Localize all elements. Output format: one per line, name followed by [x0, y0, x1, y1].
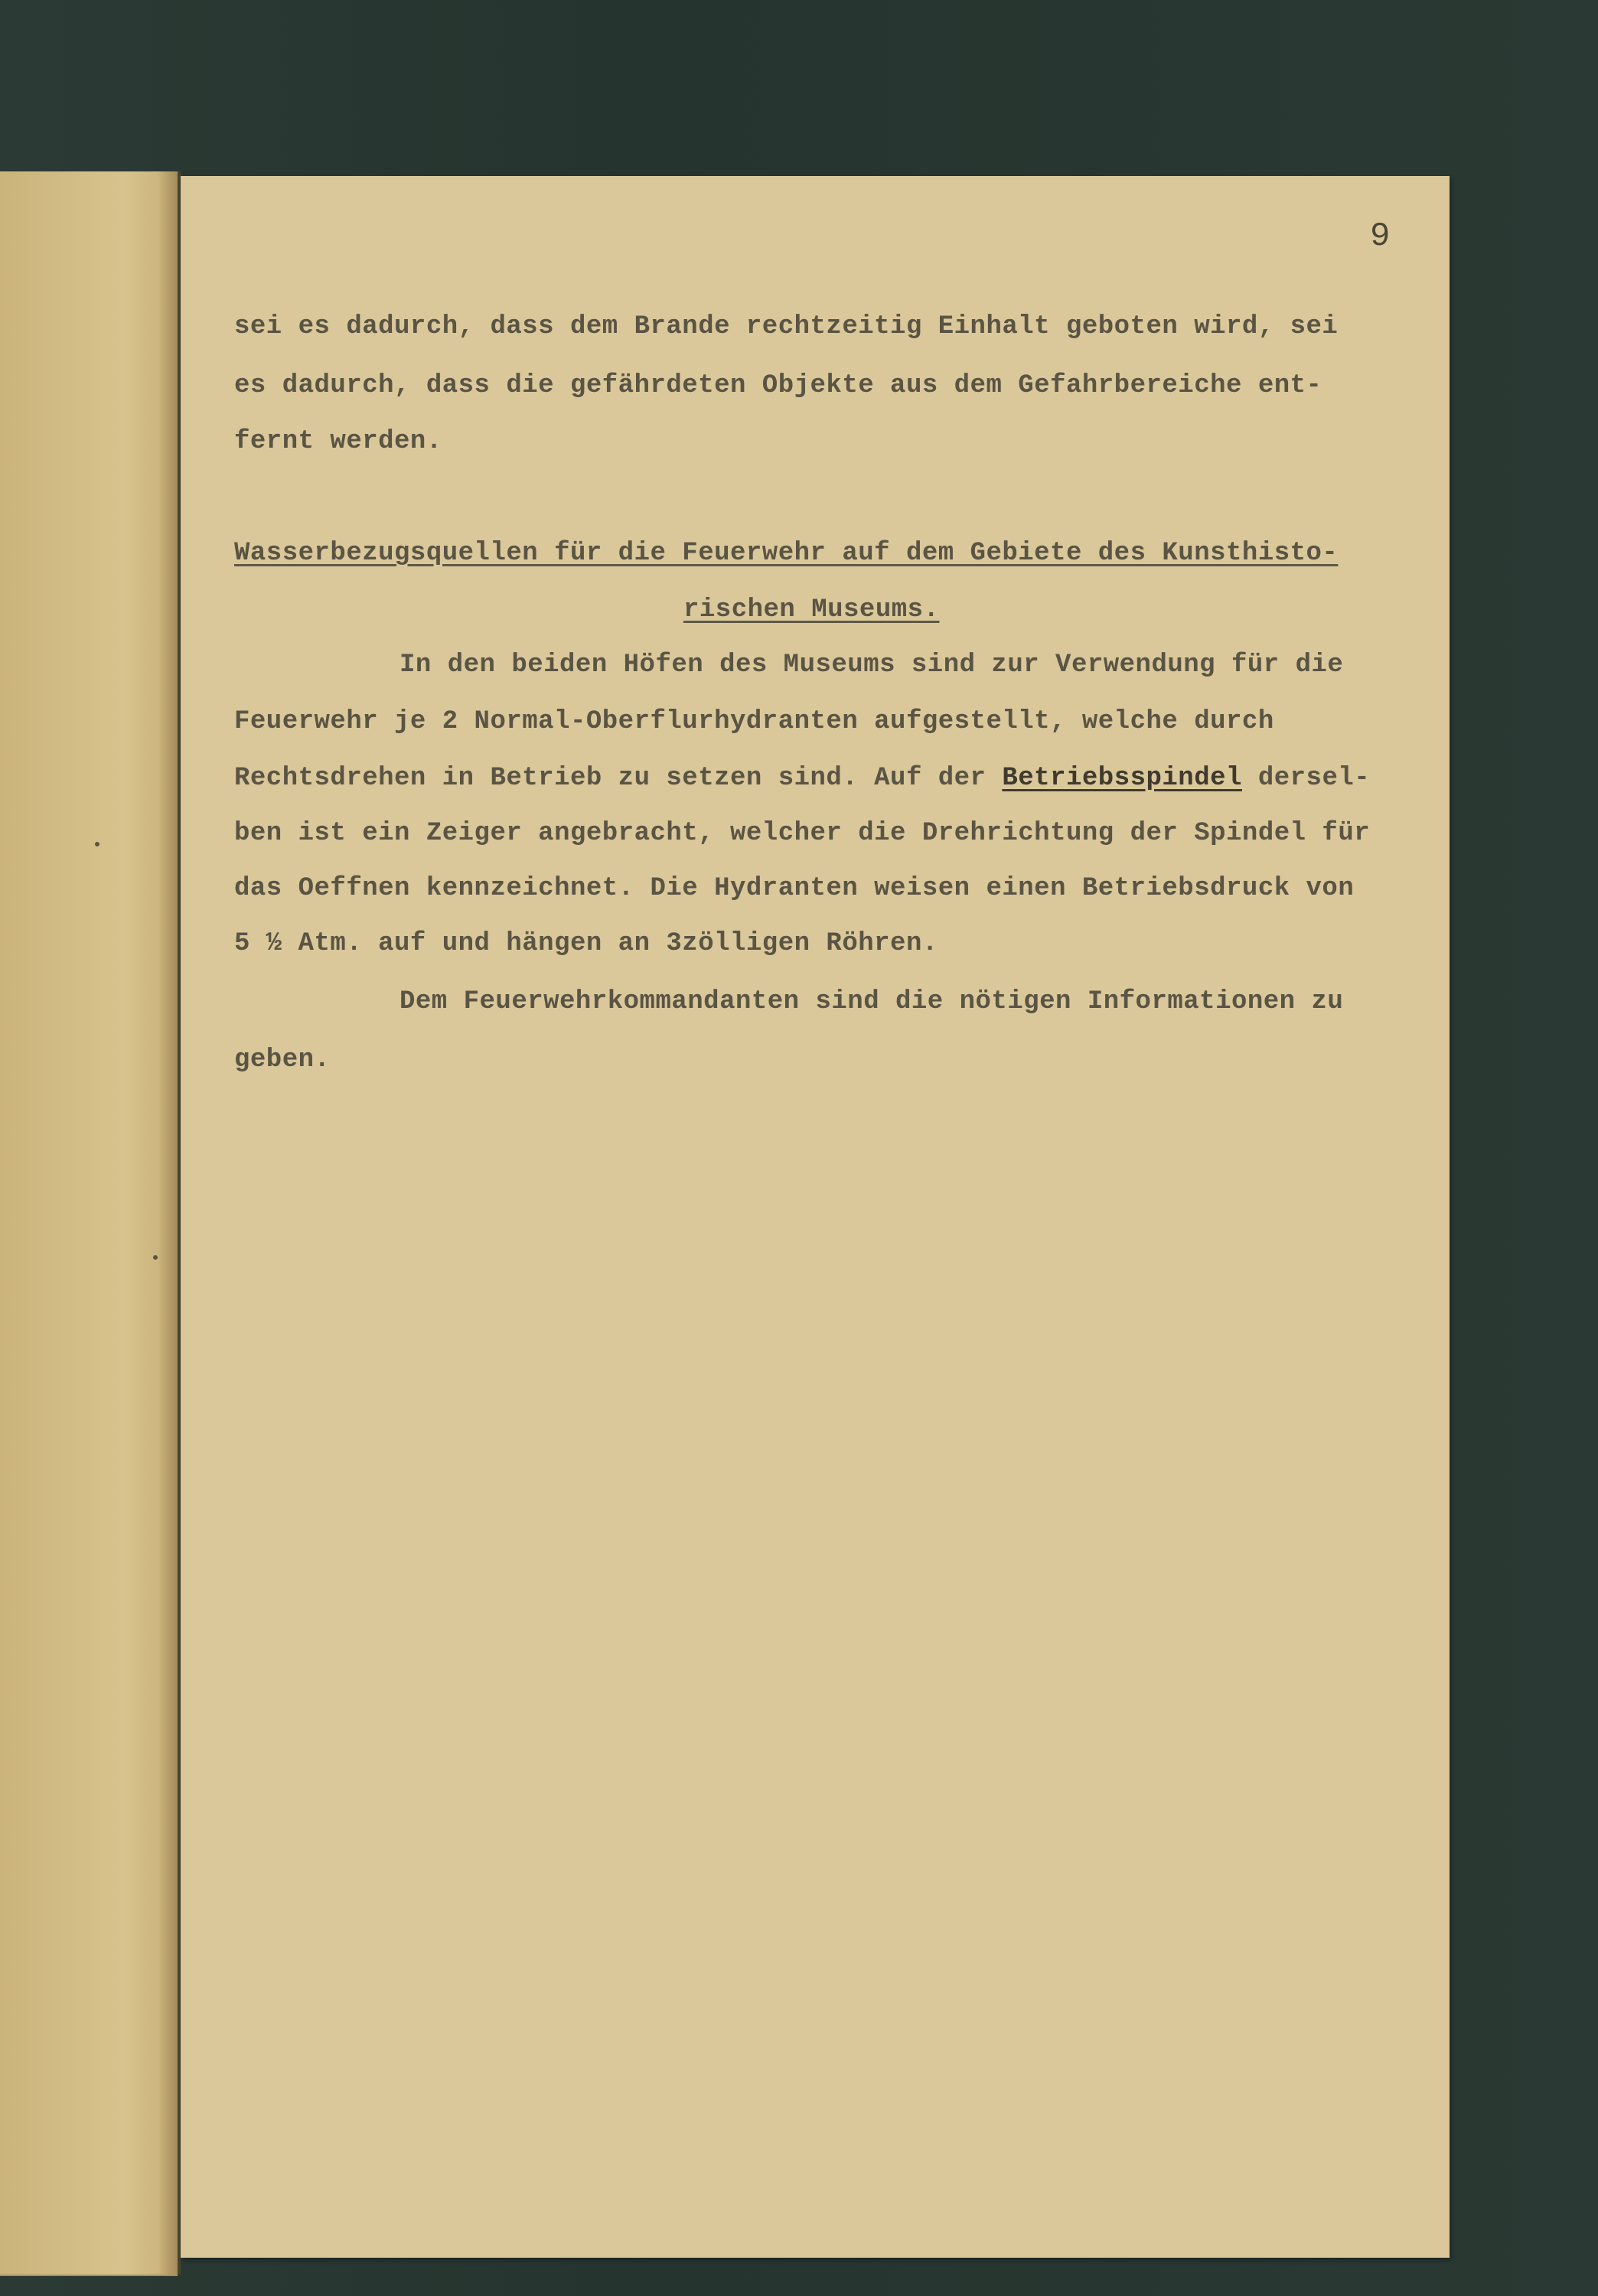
- paragraph-2-line-2: Feuerwehr je 2 Normal-Oberflurhydranten aufgestellt, welche durch: [234, 707, 1274, 736]
- page-number: 9: [1370, 217, 1391, 256]
- section-heading-line-1: Wasserbezugsquellen für die Feuerwehr auf dem Gebiete des Kunsthisto-: [234, 539, 1339, 568]
- facing-page-edge: [0, 171, 178, 2276]
- paragraph-2-line-3-end: dersel-: [1257, 764, 1371, 793]
- document-page: [181, 176, 1450, 2258]
- paragraph-1-line-1: sei es dadurch, dass dem Brande rechtzeitig Einhalt geboten wird, sei: [234, 312, 1339, 341]
- paragraph-2-line-3: [234, 765, 1370, 791]
- ink-speck: [153, 1255, 158, 1260]
- paragraph-1-line-3: fernt werden.: [234, 427, 442, 456]
- paragraph-2-line-3-start: Rechtsdrehen in Betrieb zu setzen sind. Auf der: [234, 764, 987, 793]
- paragraph-3-line-2: geben.: [234, 1045, 331, 1075]
- paragraph-3-line-1: Dem Feuerwehrkommandanten sind die nötigen Informationen zu: [400, 987, 1344, 1016]
- page-gutter-shadow: [158, 171, 181, 2275]
- paragraph-2-line-4: ben ist ein Zeiger angebracht, welcher die Drehrichtung der Spindel für: [234, 819, 1371, 848]
- paragraph-2-line-5: das Oeffnen kennzeichnet. Die Hydranten weisen einen Betriebsdruck von: [234, 874, 1355, 903]
- section-heading-line-2: rischen Museums.: [683, 595, 940, 625]
- paragraph-2-line-1: In den beiden Höfen des Museums sind zur Verwendung für die: [400, 651, 1344, 680]
- underlined-term-betriebsspindel: Betriebsspindel: [1002, 764, 1242, 793]
- paragraph-1-line-2: es dadurch, dass die gefährdeten Objekte aus dem Gefahrbereiche ent-: [234, 371, 1322, 400]
- ink-speck: [95, 842, 99, 846]
- paragraph-2-line-6: 5 ½ Atm. auf und hängen an 3zölligen Röhren.: [234, 929, 938, 958]
